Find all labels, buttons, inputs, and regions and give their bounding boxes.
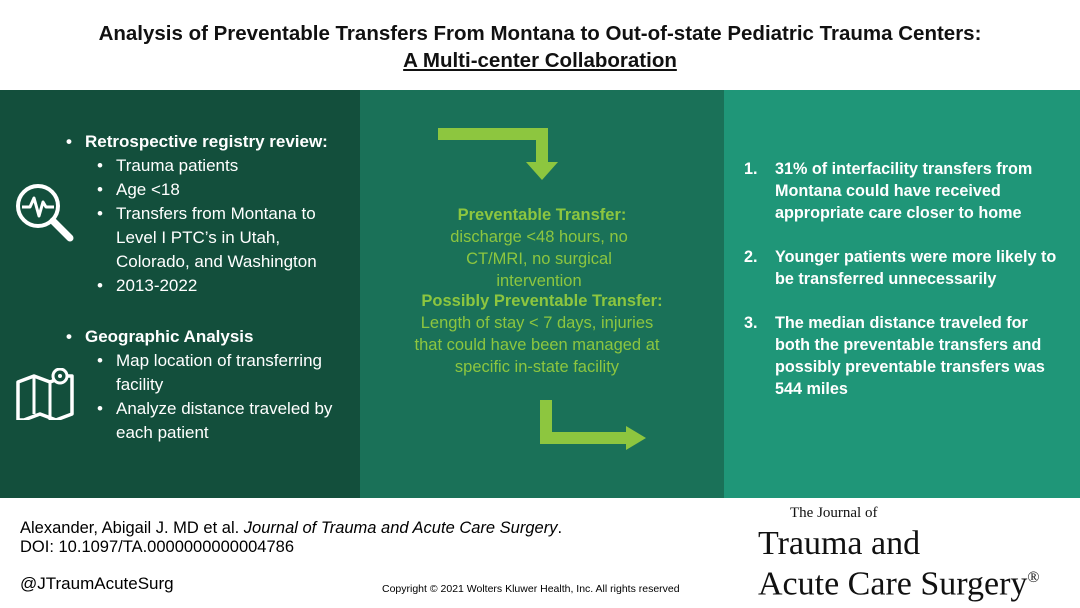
title-line-1: Analysis of Preventable Transfers From Montana to Out-of-state Pediatric Trauma Centers: [98, 22, 982, 45]
citation-journal: Journal of Trauma and Acute Care Surgery [243, 519, 558, 537]
list-item [744, 158, 1064, 224]
list-item [744, 312, 1064, 400]
logo-line-1: The Journal of [790, 505, 878, 521]
methods-section-registry [66, 130, 356, 298]
registered-mark: ® [1027, 569, 1040, 586]
result-text: The median distance traveled for both the preventable transfers and possibly preventable transfers was 544 miles [775, 314, 1045, 398]
logo-line-2: Trauma and [758, 525, 921, 562]
list-item: • Trauma patients [66, 154, 356, 178]
preventable-text: discharge <48 hours, no CT/MRI, no surgical intervention [450, 228, 628, 290]
possibly-preventable-definition [360, 290, 724, 378]
logo-line-3-text: Acute Care Surgery [758, 565, 1028, 603]
citation: Alexander, Abigail J. MD et al. Journal of Trauma and Acute Care Surgery. DOI: 10.1097/TA.0000000000004786 [20, 519, 563, 556]
arrow-down-icon [430, 128, 570, 184]
preventable-heading: Preventable Transfer: [457, 206, 627, 224]
citation-authors: Alexander, Abigail J. MD et al. [20, 519, 240, 537]
social-handle: @JTraumAcuteSurg [20, 574, 174, 593]
result-number: 1. [744, 160, 758, 178]
result-number: 3. [744, 314, 758, 332]
logo-line-3 [758, 561, 1040, 601]
registry-heading: • Retrospective registry review: [66, 130, 356, 154]
geographic-heading: • Geographic Analysis [66, 325, 366, 349]
definitions-panel [360, 90, 724, 498]
citation-doi: DOI: 10.1097/TA.0000000000004786 [20, 538, 294, 556]
list-item: • Map location of transferring facility [66, 349, 356, 397]
list-item: • 2013-2022 [66, 274, 356, 298]
list-item [744, 246, 1064, 290]
list-item: • Transfers from Montana to Level I PTC’s in Utah, Colorado, and Washington [66, 202, 356, 274]
methods-section-geographic [66, 325, 366, 445]
result-number: 2. [744, 248, 758, 266]
possibly-preventable-heading: Possibly Preventable Transfer: [421, 292, 663, 310]
list-item: • Age <18 [66, 178, 356, 202]
results-list [744, 158, 1064, 422]
preventable-definition [360, 204, 724, 292]
title-line-2: A Multi-center Collaboration [403, 49, 677, 72]
arrow-right-icon [532, 396, 656, 454]
result-text: 31% of interfacility transfers from Montana could have received appropriate care closer to home [775, 160, 1033, 222]
infographic-title [0, 20, 1080, 74]
list-item: • Analyze distance traveled by each patient [66, 397, 366, 445]
result-text: Younger patients were more likely to be transferred unnecessarily [775, 248, 1057, 288]
possibly-preventable-text: Length of stay < 7 days, injuries that could have been managed at specific in-state facility [414, 314, 660, 376]
copyright-notice: Copyright © 2021 Wolters Kluwer Health, Inc. All rights reserved [382, 583, 680, 595]
